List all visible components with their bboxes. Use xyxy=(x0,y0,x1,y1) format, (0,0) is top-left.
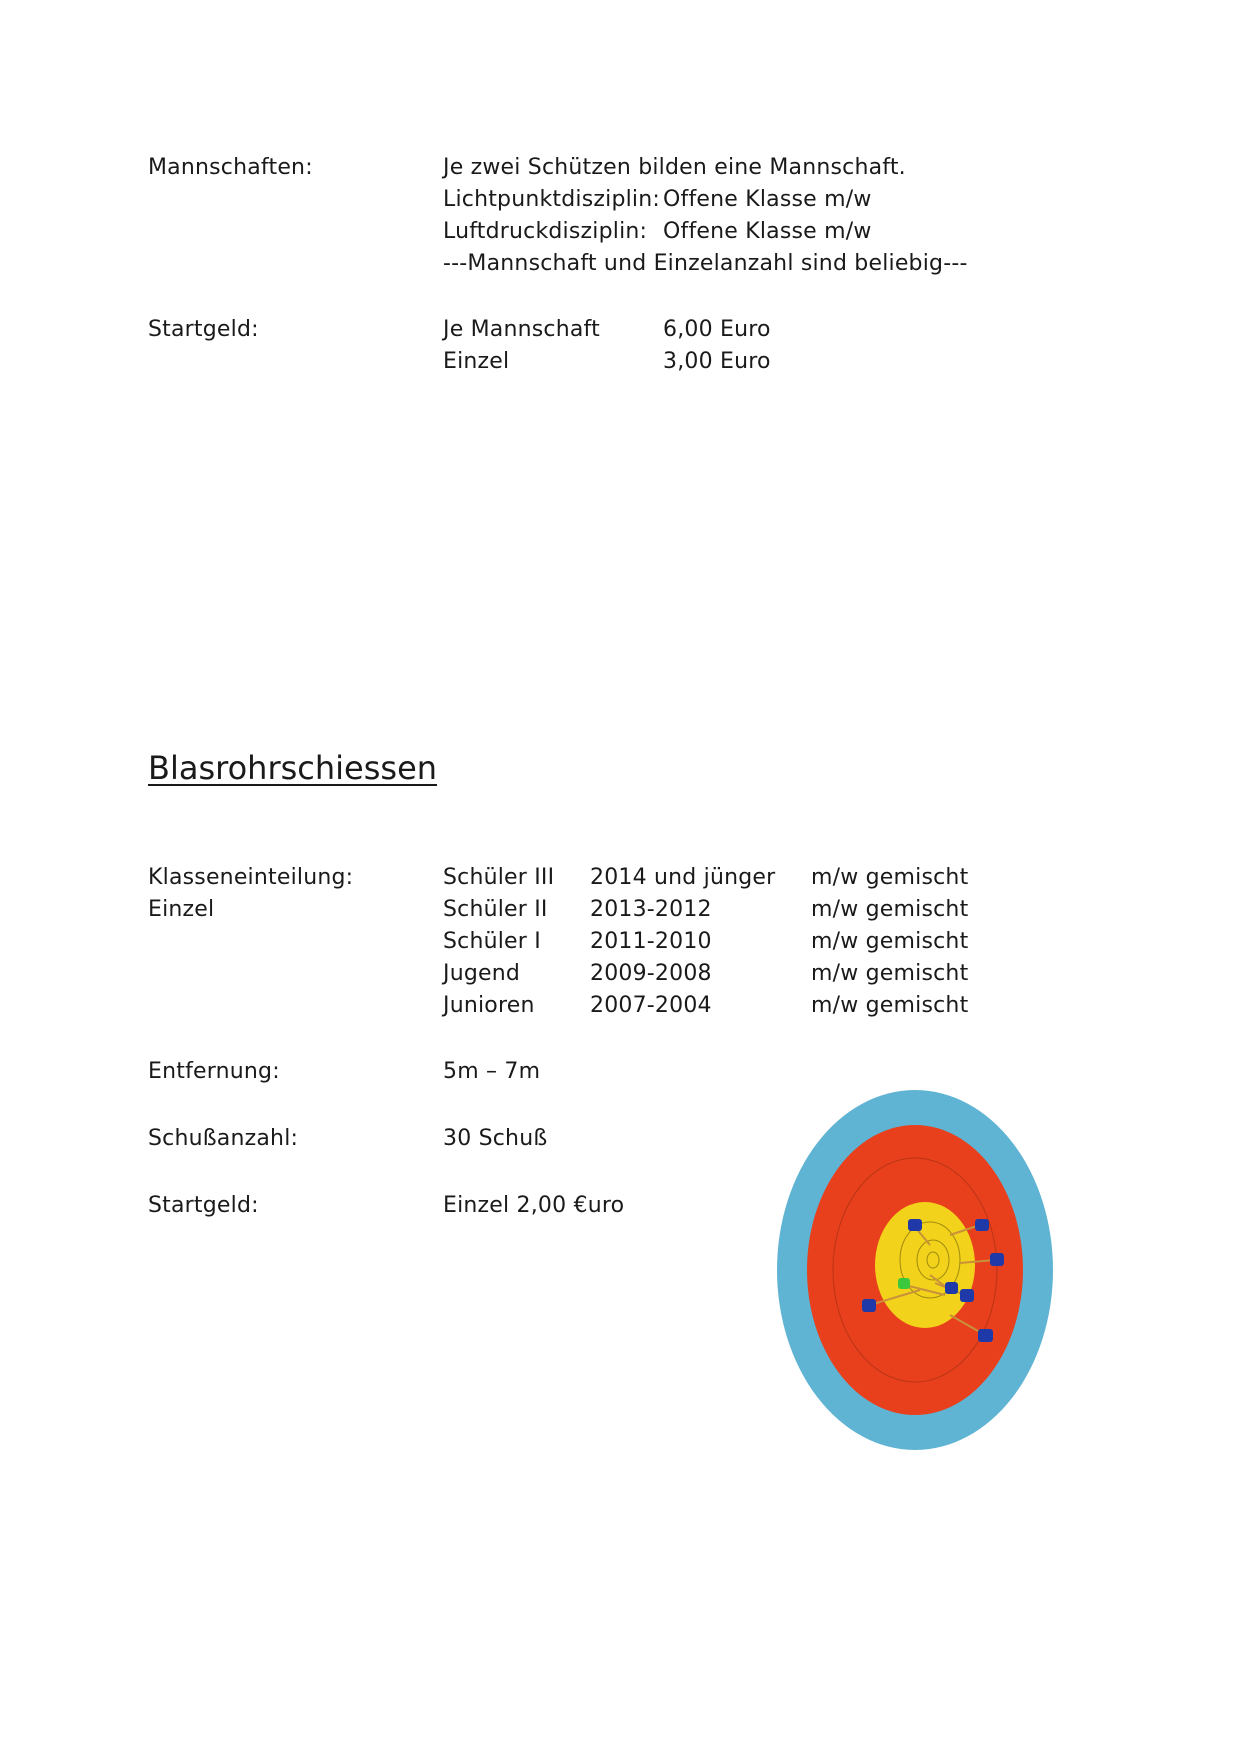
class-name: Schüler I xyxy=(443,929,541,954)
class-name: Schüler III xyxy=(443,865,555,890)
teams-label: Mannschaften: xyxy=(148,155,313,180)
light-discipline-label: Lichtpunktdisziplin: xyxy=(443,187,660,212)
class-years: 2013-2012 xyxy=(590,897,712,922)
class-years: 2009-2008 xyxy=(590,961,712,986)
class-mix: m/w gemischt xyxy=(811,865,969,890)
fee-team-type: Je Mannschaft xyxy=(443,317,600,342)
distance-label: Entfernung: xyxy=(148,1059,280,1084)
teams-note: ---Mannschaft und Einzelanzahl sind beliebig--- xyxy=(443,251,968,276)
class-mix: m/w gemischt xyxy=(811,897,969,922)
classes-label: Klasseneinteilung: xyxy=(148,865,354,890)
dart-green-head xyxy=(898,1278,910,1289)
class-name: Junioren xyxy=(443,993,535,1018)
class-years: 2011-2010 xyxy=(590,929,712,954)
class-mix: m/w gemischt xyxy=(811,993,969,1018)
fee-team-price: 6,00 Euro xyxy=(663,317,771,342)
dartboard-target-image xyxy=(770,1085,1060,1455)
class-mix: m/w gemischt xyxy=(811,961,969,986)
air-discipline-label: Luftdruckdisziplin: xyxy=(443,219,648,244)
teams-line-1: Je zwei Schützen bilden eine Mannschaft. xyxy=(443,155,906,180)
shots-value: 30 Schuß xyxy=(443,1126,548,1151)
air-discipline-class: Offene Klasse m/w xyxy=(663,219,872,244)
class-name: Schüler II xyxy=(443,897,548,922)
section-title: Blasrohrschiessen xyxy=(148,749,438,787)
classes-sublabel: Einzel xyxy=(148,897,215,922)
blowpipe-fee-value: Einzel 2,00 €uro xyxy=(443,1193,625,1218)
shots-label: Schußanzahl: xyxy=(148,1126,299,1151)
class-mix: m/w gemischt xyxy=(811,929,969,954)
class-years: 2007-2004 xyxy=(590,993,712,1018)
class-name: Jugend xyxy=(443,961,521,986)
light-discipline-class: Offene Klasse m/w xyxy=(663,187,872,212)
fee-label: Startgeld: xyxy=(148,317,259,342)
distance-value: 5m – 7m xyxy=(443,1059,541,1084)
fee-single-type: Einzel xyxy=(443,349,510,374)
class-years: 2014 und jünger xyxy=(590,865,776,890)
fee-single-price: 3,00 Euro xyxy=(663,349,771,374)
blowpipe-fee-label: Startgeld: xyxy=(148,1193,259,1218)
